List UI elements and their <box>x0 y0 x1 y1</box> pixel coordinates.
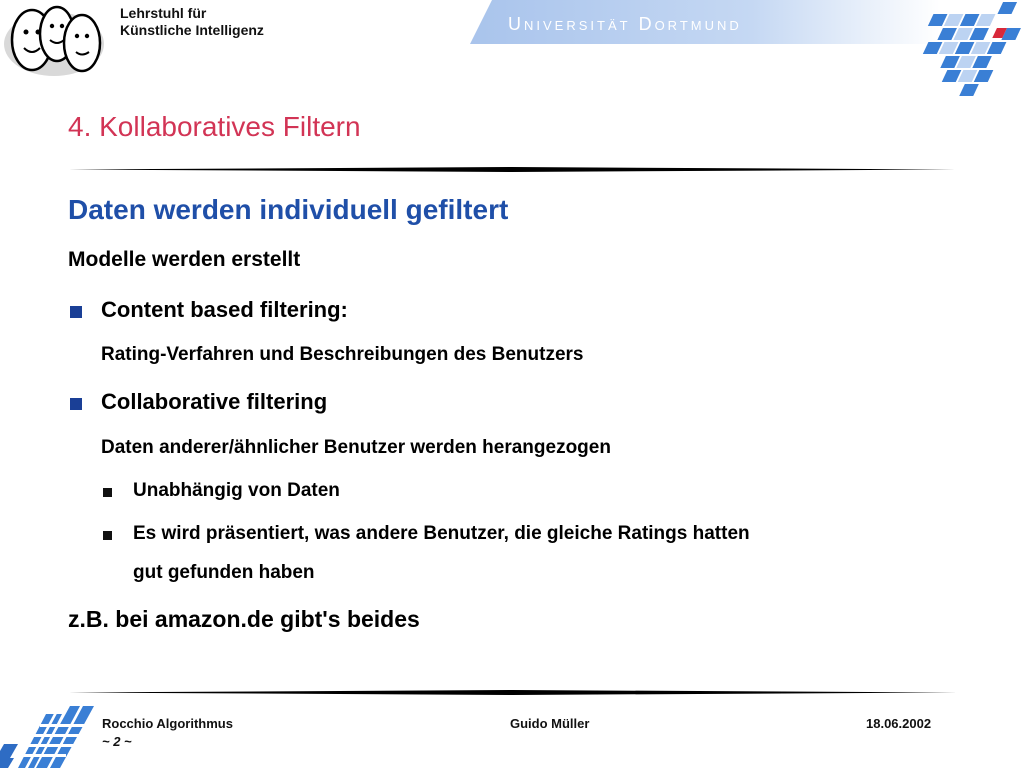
square-bullet-icon <box>103 531 112 540</box>
bullet-heading-content-based: Content based filtering: <box>101 297 348 322</box>
chair-label-line2: Künstliche Intelligenz <box>120 22 264 38</box>
intro-text: Modelle werden erstellt <box>68 248 301 271</box>
page-number: ~ 2 ~ <box>102 734 132 749</box>
eggs-logo-icon <box>2 0 106 82</box>
footer-divider <box>68 690 958 695</box>
sub-bullet-independent: Unabhängig von Daten <box>133 480 340 501</box>
title-divider <box>68 167 956 172</box>
slide-subtitle: Daten werden individuell gefiltert <box>68 194 509 225</box>
square-bullet-icon <box>70 306 82 318</box>
slide-title: 4. Kollaboratives Filtern <box>68 111 361 142</box>
chair-label-line1: Lehrstuhl für <box>120 5 207 21</box>
footer-author: Guido Müller <box>510 716 590 731</box>
bullet-description-content-based: Rating-Verfahren und Beschreibungen des Benutzers <box>101 344 584 365</box>
square-bullet-icon <box>103 488 112 497</box>
closing-text: z.B. bei amazon.de gibt's beides <box>68 606 420 632</box>
sub-bullet-presented-continued: gut gefunden haben <box>133 562 315 583</box>
footer-topic: Rocchio Algorithmus <box>102 716 233 731</box>
footer-grid-logo-icon <box>0 700 96 768</box>
chair-label <box>120 5 264 39</box>
square-bullet-icon <box>70 398 82 410</box>
sub-bullet-presented: Es wird präsentiert, was andere Benutzer, die gleiche Ratings hatten <box>133 523 750 544</box>
footer-date: 18.06.2002 <box>866 716 932 731</box>
bullet-heading-collaborative: Collaborative filtering <box>101 389 328 414</box>
university-grid-logo-icon <box>900 0 1024 96</box>
bullet-description-collaborative: Daten anderer/ähnlicher Benutzer werden herangezogen <box>101 437 611 458</box>
university-name: Universität Dortmund <box>508 14 742 34</box>
